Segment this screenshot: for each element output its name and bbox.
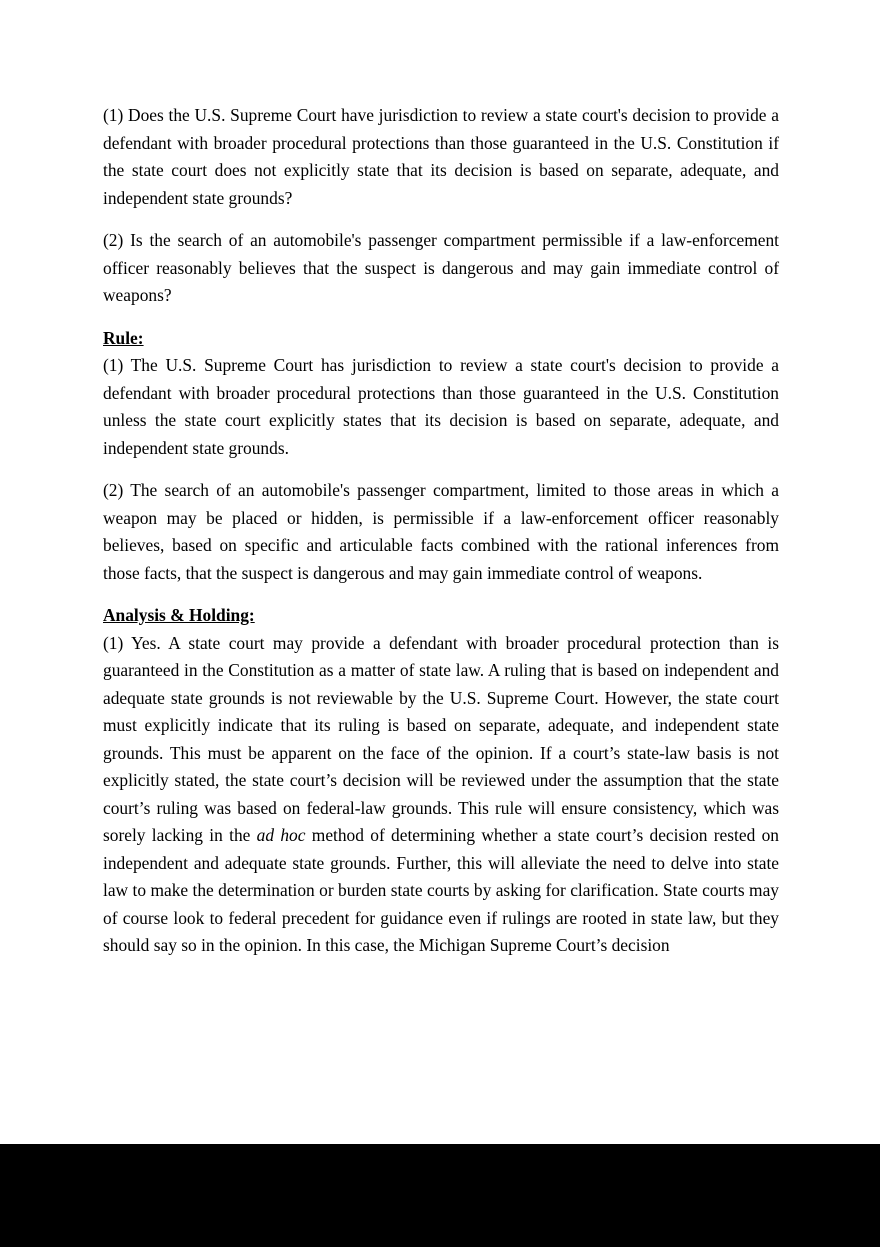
analysis-run-text-2: method of determining whether a state court’s decision rested on independent and adequate state grounds. Further, this will alleviate the need to delve into state law to make the determination or burden state courts by asking for clarification. State courts may of course look to federal precedent for guidance even if rulings are rooted in state law, but they should say so in the opinion. In this case, the Michigan Supreme Court’s decision <box>103 825 779 955</box>
page-footer-band <box>0 1144 880 1247</box>
analysis-run-italic-ad-hoc: ad hoc <box>256 825 306 845</box>
analysis-paragraph-1 <box>103 630 779 960</box>
rule-paragraph-2: (2) The search of an automobile's passenger compartment, limited to those areas in which a weapon may be placed or hidden, is permissible if a law-enforcement officer reasonably believes, based on specific and articulable facts combined with the rational inferences from those facts, that the suspect is dangerous and may gain immediate control of weapons. <box>103 480 779 583</box>
rule-section <box>103 325 779 353</box>
rule-paragraph-1: (1) The U.S. Supreme Court has jurisdiction to review a state court's decision to provide a defendant with broader procedural protections than those guaranteed in the U.S. Constitution unless the state court explicitly states that its decision is based on separate, adequate, and independent state grounds. <box>103 355 779 458</box>
rule-heading: Rule: <box>103 327 144 348</box>
analysis-run-text-1: (1) Yes. A state court may provide a defendant with broader procedural protection than is guaranteed in the Constitution as a matter of state law. A ruling that is based on independent and adequate state grounds is not reviewable by the U.S. Supreme Court. However, the state court must explicitly indicate that its ruling is based on separate, adequate, and independent state grounds. This must be apparent on the face of the opinion. If a court’s state-law basis is not explicitly stated, the state court’s decision will be reviewed under the assumption that the state court’s ruling was based on federal-law grounds. This rule will ensure consistency, which was sorely lacking in the <box>103 632 779 845</box>
document-text-column <box>103 102 779 960</box>
issue-question-2: (2) Is the search of an automobile's passenger compartment permissible if a law-enforcement officer reasonably believes that the suspect is dangerous and may gain immediate control of weapons? <box>103 230 779 305</box>
analysis-holding-heading: Analysis & Holding: <box>103 605 255 625</box>
issue-question-1: (1) Does the U.S. Supreme Court have jurisdiction to review a state court's decision to provide a defendant with broader procedural protections than those guaranteed in the U.S. Constitution if the state court does not explicitly state that its decision is based on separate, adequate, and independent state grounds? <box>103 105 779 208</box>
analysis-holding-section <box>103 602 779 630</box>
